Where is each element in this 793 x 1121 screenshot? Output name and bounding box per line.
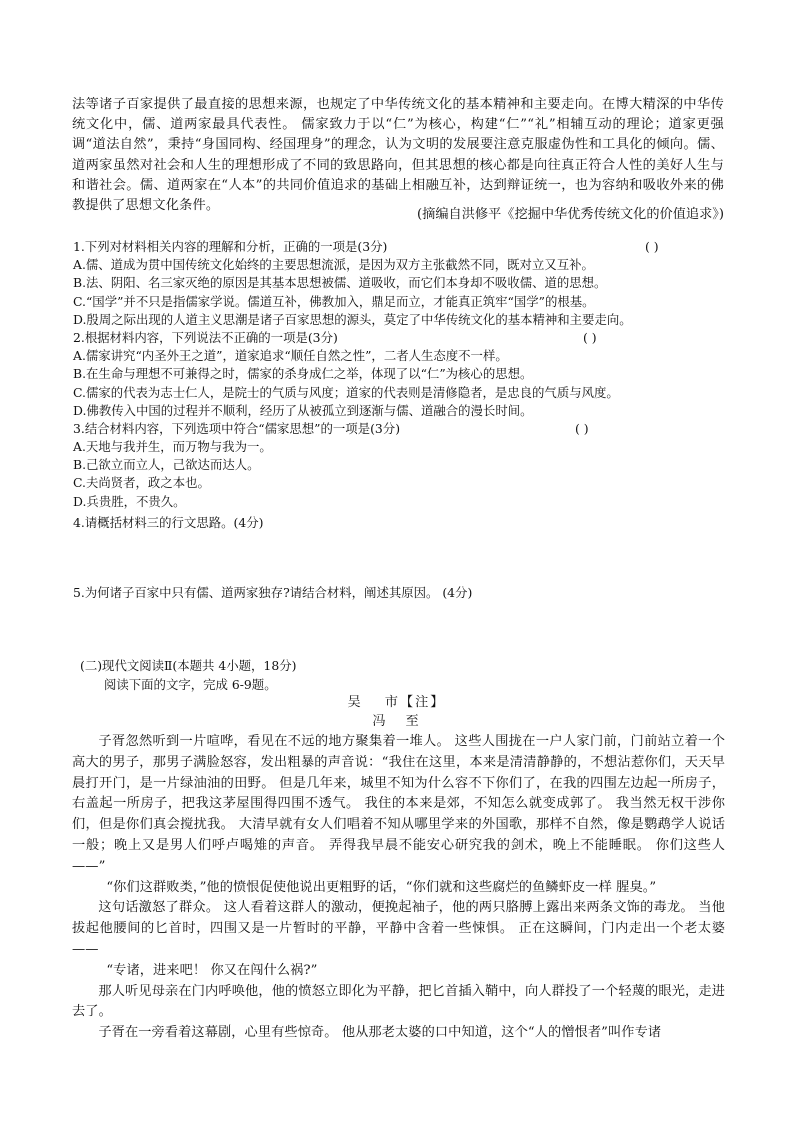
option-2d: D.佛教传入中国的过程并不顺利，经历了从被孤立到逐渐与儒、道融合的漫长时间。 <box>73 402 533 418</box>
answer-bracket: ( ) <box>645 239 659 254</box>
question-5: 5.为何诸子百家中只有儒、道两家独存?请结合材料，阐述其原因。 (4分) <box>73 585 473 600</box>
passage-source: (摘编自洪修平《挖掘中华优秀传统文化的价值追求》) <box>416 207 724 222</box>
option-2a: A.儒家讲究“内圣外王之道”，道家追求“顺任自然之性”，二者人生态度不一样。 <box>73 348 508 364</box>
option-1d: D.殷周之际出现的人道主义思潮是诸子百家思想的源头，莫定了中华传统文化的基本精神和主要走向。 <box>73 311 632 327</box>
passage-paragraph: 法等诸子百家提供了最直接的思想来源，也规定了中华传统文化的基本精神和主要走向。在博大精深的中华传统文化中，儒、道两家最具代表性。 儒家致力于以“仁”为核心，构建“仁”“礼”相辅互动的理论；道家更强调“道法自然”，秉持“身国同构、经国理身”的理念，认为文明的发展要注意克服虚伪性和工具化的倾向。儒、道两家虽然对社会和人生的理想形成了不同的致思路向，但其思想的核心都是向往真正符合人性的美好人生与和谐社会。儒、道两家在“人本”的共同价值追求的基础上相融互补，达到辩证统一，也为容纳和吸收外来的佛教提供了思想文化条件。 <box>72 97 724 214</box>
option-3b: B.己欲立而立人，己欲达而达人。 <box>73 457 260 473</box>
answer-bracket: ( ) <box>575 420 589 436</box>
option-3d: D.兵贵胜，不贵久。 <box>73 493 186 509</box>
option-2c: C.儒家的代表为志士仁人，是院士的气质与风度；道家的代表则是清修隐者，是忠良的气质与风度。 <box>73 384 619 400</box>
story-author-part-2: 至 <box>405 714 421 729</box>
option-2b: B.在生命与理想不可兼得之时，儒家的杀身成仁之举，体现了以“仁”为核心的思想。 <box>73 366 533 382</box>
option-1a: A.儒、道成为贯中国传统文化始终的主要思想流派，是因为双方主张截然不同，既对立又互补。 <box>73 257 594 273</box>
question-3 <box>73 420 725 438</box>
story-title-part-1: 吴 <box>347 695 363 710</box>
story-paragraph: “你们这群败类，”他的愤恨促使他说出更粗野的话，“你们就和这些腐烂的鱼鳞虾皮一样 腥臭。” <box>106 879 657 895</box>
question-2 <box>73 329 725 347</box>
option-1c: C.“国学”并不只是指儒家学说。儒道互补，佛教加入，鼎足而立，才能真正筑牢“国学”的根基。 <box>73 293 595 309</box>
answer-bracket: ( ) <box>583 329 597 345</box>
choice-questions <box>73 238 725 511</box>
question-3-stem: 3.结合材料内容，下列选项中符合“儒家思想”的一项是(3分) <box>73 420 401 436</box>
story-text <box>72 732 725 1044</box>
option-3a: A.天地与我并生，而万物与我为一。 <box>73 439 272 455</box>
question-1 <box>73 238 725 256</box>
story-paragraph: 子胥在一旁看着这幕剧，心里有些惊奇。 他从那老太婆的口中知道，这个“人的憎恨者”叫作专诸 <box>98 1025 662 1041</box>
question-4: 4.请概括材料三的行文思路。(4分) <box>73 515 264 530</box>
story-title-part-2: 市【注】 <box>384 695 446 710</box>
section-instruction: 阅读下面的文字，完成 6-9题。 <box>104 677 277 692</box>
story-paragraph: 那人听见母亲在门内呼唤他，他的愤怒立即化为平静，把匕首插入鞘中，向人群投了一个轻蔑的眼光，走进去了。 <box>72 983 725 1020</box>
story-author <box>0 713 793 731</box>
question-1-stem: 1.下列对材料相关内容的理解和分析，正确的一项是(3分) <box>73 239 388 254</box>
story-paragraph: “专诸，进来吧！ 你又在闯什么祸?” <box>106 962 318 978</box>
story-author-part-1: 冯 <box>372 714 388 729</box>
story-paragraph: 子胥忽然听到一片喧哗，看见在不远的地方聚集着一堆人。 这些人围拢在一户人家门前，门前站立着一个高大的男子，那男子满脸怒容，发出粗暴的声音说：“我住在这里，本来是清清静静的，不想沾惹你们，天天早晨打开门，是一片绿油油的田野。 但是几年来，城里不知为什么容不下你们了，在我的四围左边起一所房子，右盖起一所房子，把我这茅屋围得四围不透气。 我住的本来是郊，不知怎么就变成郭了。 我当然无权干涉你们，但是你们真会搅扰我。 大清早就有女人们唱着不知从哪里学来的外国歌，那样不自然，像是鹦鹉学人说话一般；晚上又是男人们呼卢喝雉的声音。 弄得我早晨不能安心研究我的剑术，晚上不能睡眠。 你们这些人——” <box>72 734 725 874</box>
material-passage <box>72 95 724 216</box>
story-title <box>0 694 793 712</box>
option-3c: C.夫尚贤者，政之本也。 <box>73 475 210 491</box>
option-1b: B.法、阴阳、名三家灭绝的原因是其基本思想被儒、道吸收，而它们本身却不吸收儒、道的思想。 <box>73 275 607 291</box>
question-2-stem: 2.根据材料内容，下列说法不正确的一项是(3分) <box>73 329 338 345</box>
section-heading: (二)现代文阅读Ⅱ(本题共 4小题，18分) <box>80 658 297 673</box>
story-paragraph: 这句话激怒了群众。 这人看着这群人的激动，便挽起袖子，他的两只胳膊上露出来两条文饰的毒龙。 当他拔起他腰间的匕首时，四围又是一片暂时的平静，平静中含着一些悚惧。 正在这瞬间，门内走出一个老太婆—— <box>72 900 725 957</box>
